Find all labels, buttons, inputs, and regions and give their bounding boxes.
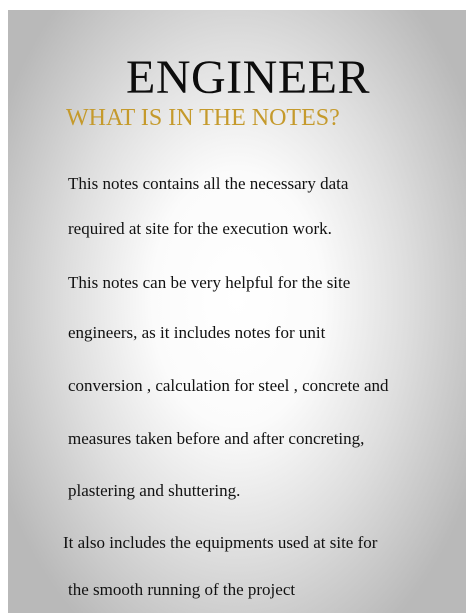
body-line-1: This notes contains all the necessary data <box>68 174 349 193</box>
body-line-5: conversion , calculation for steel , concrete and <box>68 376 389 395</box>
body-line-6: measures taken before and after concreting, <box>68 429 365 448</box>
document-title: ENGINEER <box>126 51 370 104</box>
body-line-8: It also includes the equipments used at site for <box>63 533 378 552</box>
body-line-2: required at site for the execution work. <box>68 219 332 238</box>
body-line-7: plastering and shuttering. <box>68 481 241 500</box>
body-line-4: engineers, as it includes notes for unit <box>68 323 326 342</box>
document-page <box>8 10 466 613</box>
body-line-3: This notes can be very helpful for the site <box>68 273 351 292</box>
body-line-9: the smooth running of the project <box>68 580 296 599</box>
document-subtitle: WHAT IS IN THE NOTES? <box>66 105 340 131</box>
